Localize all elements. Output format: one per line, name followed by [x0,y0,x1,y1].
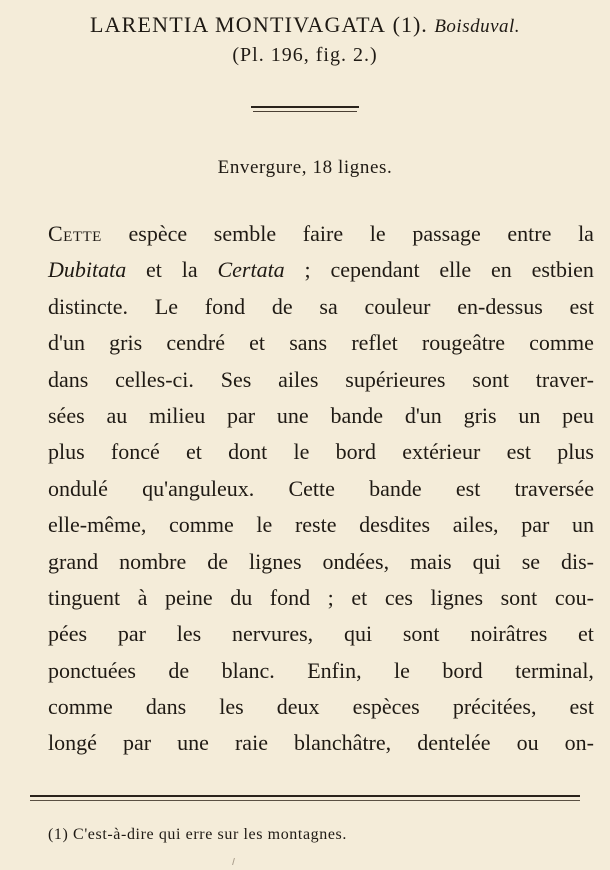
word: la [578,221,594,246]
word: ces [384,584,413,610]
word: cendré [166,330,225,356]
text-line [48,616,594,652]
word: estbien [531,257,594,283]
word: ailes [278,366,319,392]
word: en-dessus [457,293,543,319]
word: lignes [430,584,484,610]
word: blanchâtre, [294,730,392,756]
word: cou- [554,584,594,610]
word: ondées, [322,548,390,574]
word: par [117,621,146,647]
word: tinguent [48,584,121,610]
word: le [256,512,273,538]
word: semble [213,221,277,246]
word: ondulé [48,475,108,501]
word: ou [516,730,539,756]
word: est [569,293,594,319]
word: rougeâtre [421,330,505,356]
word: mais [410,548,452,574]
word: au [106,402,128,428]
text-line [48,289,594,325]
word: faire [302,221,344,246]
text-line [48,216,594,252]
word: blanc. [221,657,275,683]
word: Le [154,293,179,319]
word: dans [145,694,187,720]
word: qu'anguleux. [142,475,255,501]
word: d'un [404,402,442,428]
word: longé [48,730,97,756]
text-line [48,544,594,580]
description-paragraph [48,216,594,762]
word: peine [165,584,213,610]
word: précitées, [452,694,537,720]
word: par [227,402,256,428]
text-line [48,725,594,761]
word: et [186,439,202,465]
word: dentelée [417,730,491,756]
word: sans [289,330,328,356]
word: reste [294,512,337,538]
word: Ses [220,366,252,392]
footnote-marker: (1). [392,12,428,37]
word: et [146,257,162,283]
word: deux [276,694,320,720]
word: couleur [364,293,431,319]
word: les [176,621,202,647]
word: est [455,475,481,501]
word: sont [472,366,509,392]
text-line [48,362,594,398]
word: par [122,730,152,756]
word: du [230,584,253,610]
word: ; [304,257,311,283]
word: sées [48,402,85,428]
word: espèces [352,694,420,720]
word: le [293,439,310,465]
word: ; [327,584,334,610]
text-line [48,653,594,689]
word: est [506,439,532,465]
word: traversée [514,475,594,501]
word: Cette [48,221,102,246]
word: comme [48,694,113,720]
word: sa [319,293,338,319]
word: peu [562,402,594,428]
text-line [48,580,594,616]
word: et [351,584,368,610]
word: comme [169,512,234,538]
word: une [276,402,309,428]
word: en [491,257,512,283]
word: grand [48,548,99,574]
word: desdites [359,512,431,538]
word: espèce [128,221,188,246]
footnote-divider [30,795,580,797]
word: Enfin, [307,657,362,683]
word: elle-même, [48,512,147,538]
text-line [48,434,594,470]
word: est [569,694,594,720]
word: extérieur [402,439,481,465]
word: fond [269,584,311,610]
word: distincte. [48,293,129,319]
word: de [207,548,228,574]
word: reflet [351,330,398,356]
text-line [48,252,594,288]
species-name: LARENTIA MONTIVAGATA [89,12,387,37]
word: bord [335,439,376,465]
word: bande [369,475,422,501]
word: par [521,512,550,538]
word: Certata [217,257,285,283]
word: dont [228,439,268,465]
word: un [571,512,594,538]
word: de [168,657,190,683]
word: fond [204,293,246,319]
word: raie [234,730,268,756]
footnote-text: (1) C'est-à-dire qui erre sur les montagnes. [48,826,347,843]
text-line [48,689,594,725]
word: noirâtres [470,621,548,647]
word: plus [557,439,594,465]
word: qui [472,548,501,574]
word: passage [412,221,481,246]
word: celles-ci. [115,366,194,392]
text-line [48,471,594,507]
word: cependant [330,257,420,283]
word: se [521,548,541,574]
word: supérieures [345,366,446,392]
word: bord [442,657,483,683]
word: traver- [535,366,594,392]
word: on- [564,730,594,756]
word: comme [529,330,594,356]
word: sont [500,584,538,610]
word: gris [463,402,497,428]
word: de [271,293,293,319]
word: ailes, [452,512,499,538]
text-line [48,325,594,361]
word: plus [48,439,85,465]
word: elle [439,257,472,283]
word: entre [507,221,552,246]
species-heading [0,12,610,38]
word: lignes [248,548,302,574]
word: nervures, [231,621,314,647]
word: sont [402,621,440,647]
text-line [48,398,594,434]
word: dans [48,366,89,392]
author-name: Boisduval. [434,16,521,37]
word: ponctuées [48,657,136,683]
wingspan-line: Envergure, 18 lignes. [217,157,393,178]
plate-reference: (Pl. 196, fig. 2.) [232,44,378,66]
word: les [219,694,244,720]
word: milieu [149,402,206,428]
word: le [369,221,386,246]
word: bande [330,402,384,428]
word: qui [343,621,373,647]
word: à [137,584,148,610]
word: et [249,330,266,356]
word: foncé [110,439,160,465]
word: le [394,657,410,683]
ornamental-divider [251,106,359,108]
word: gris [109,330,143,356]
word: une [177,730,209,756]
word: un [518,402,541,428]
word: la [181,257,198,283]
word: Cette [288,475,335,501]
word: dis- [560,548,594,574]
print-speck [232,858,238,865]
word: terminal, [515,657,594,683]
word: nombre [119,548,187,574]
word: pées [48,621,88,647]
text-line [48,507,594,543]
word: et [578,621,594,647]
word: d'un [48,330,85,356]
word: Dubitata [48,257,127,283]
